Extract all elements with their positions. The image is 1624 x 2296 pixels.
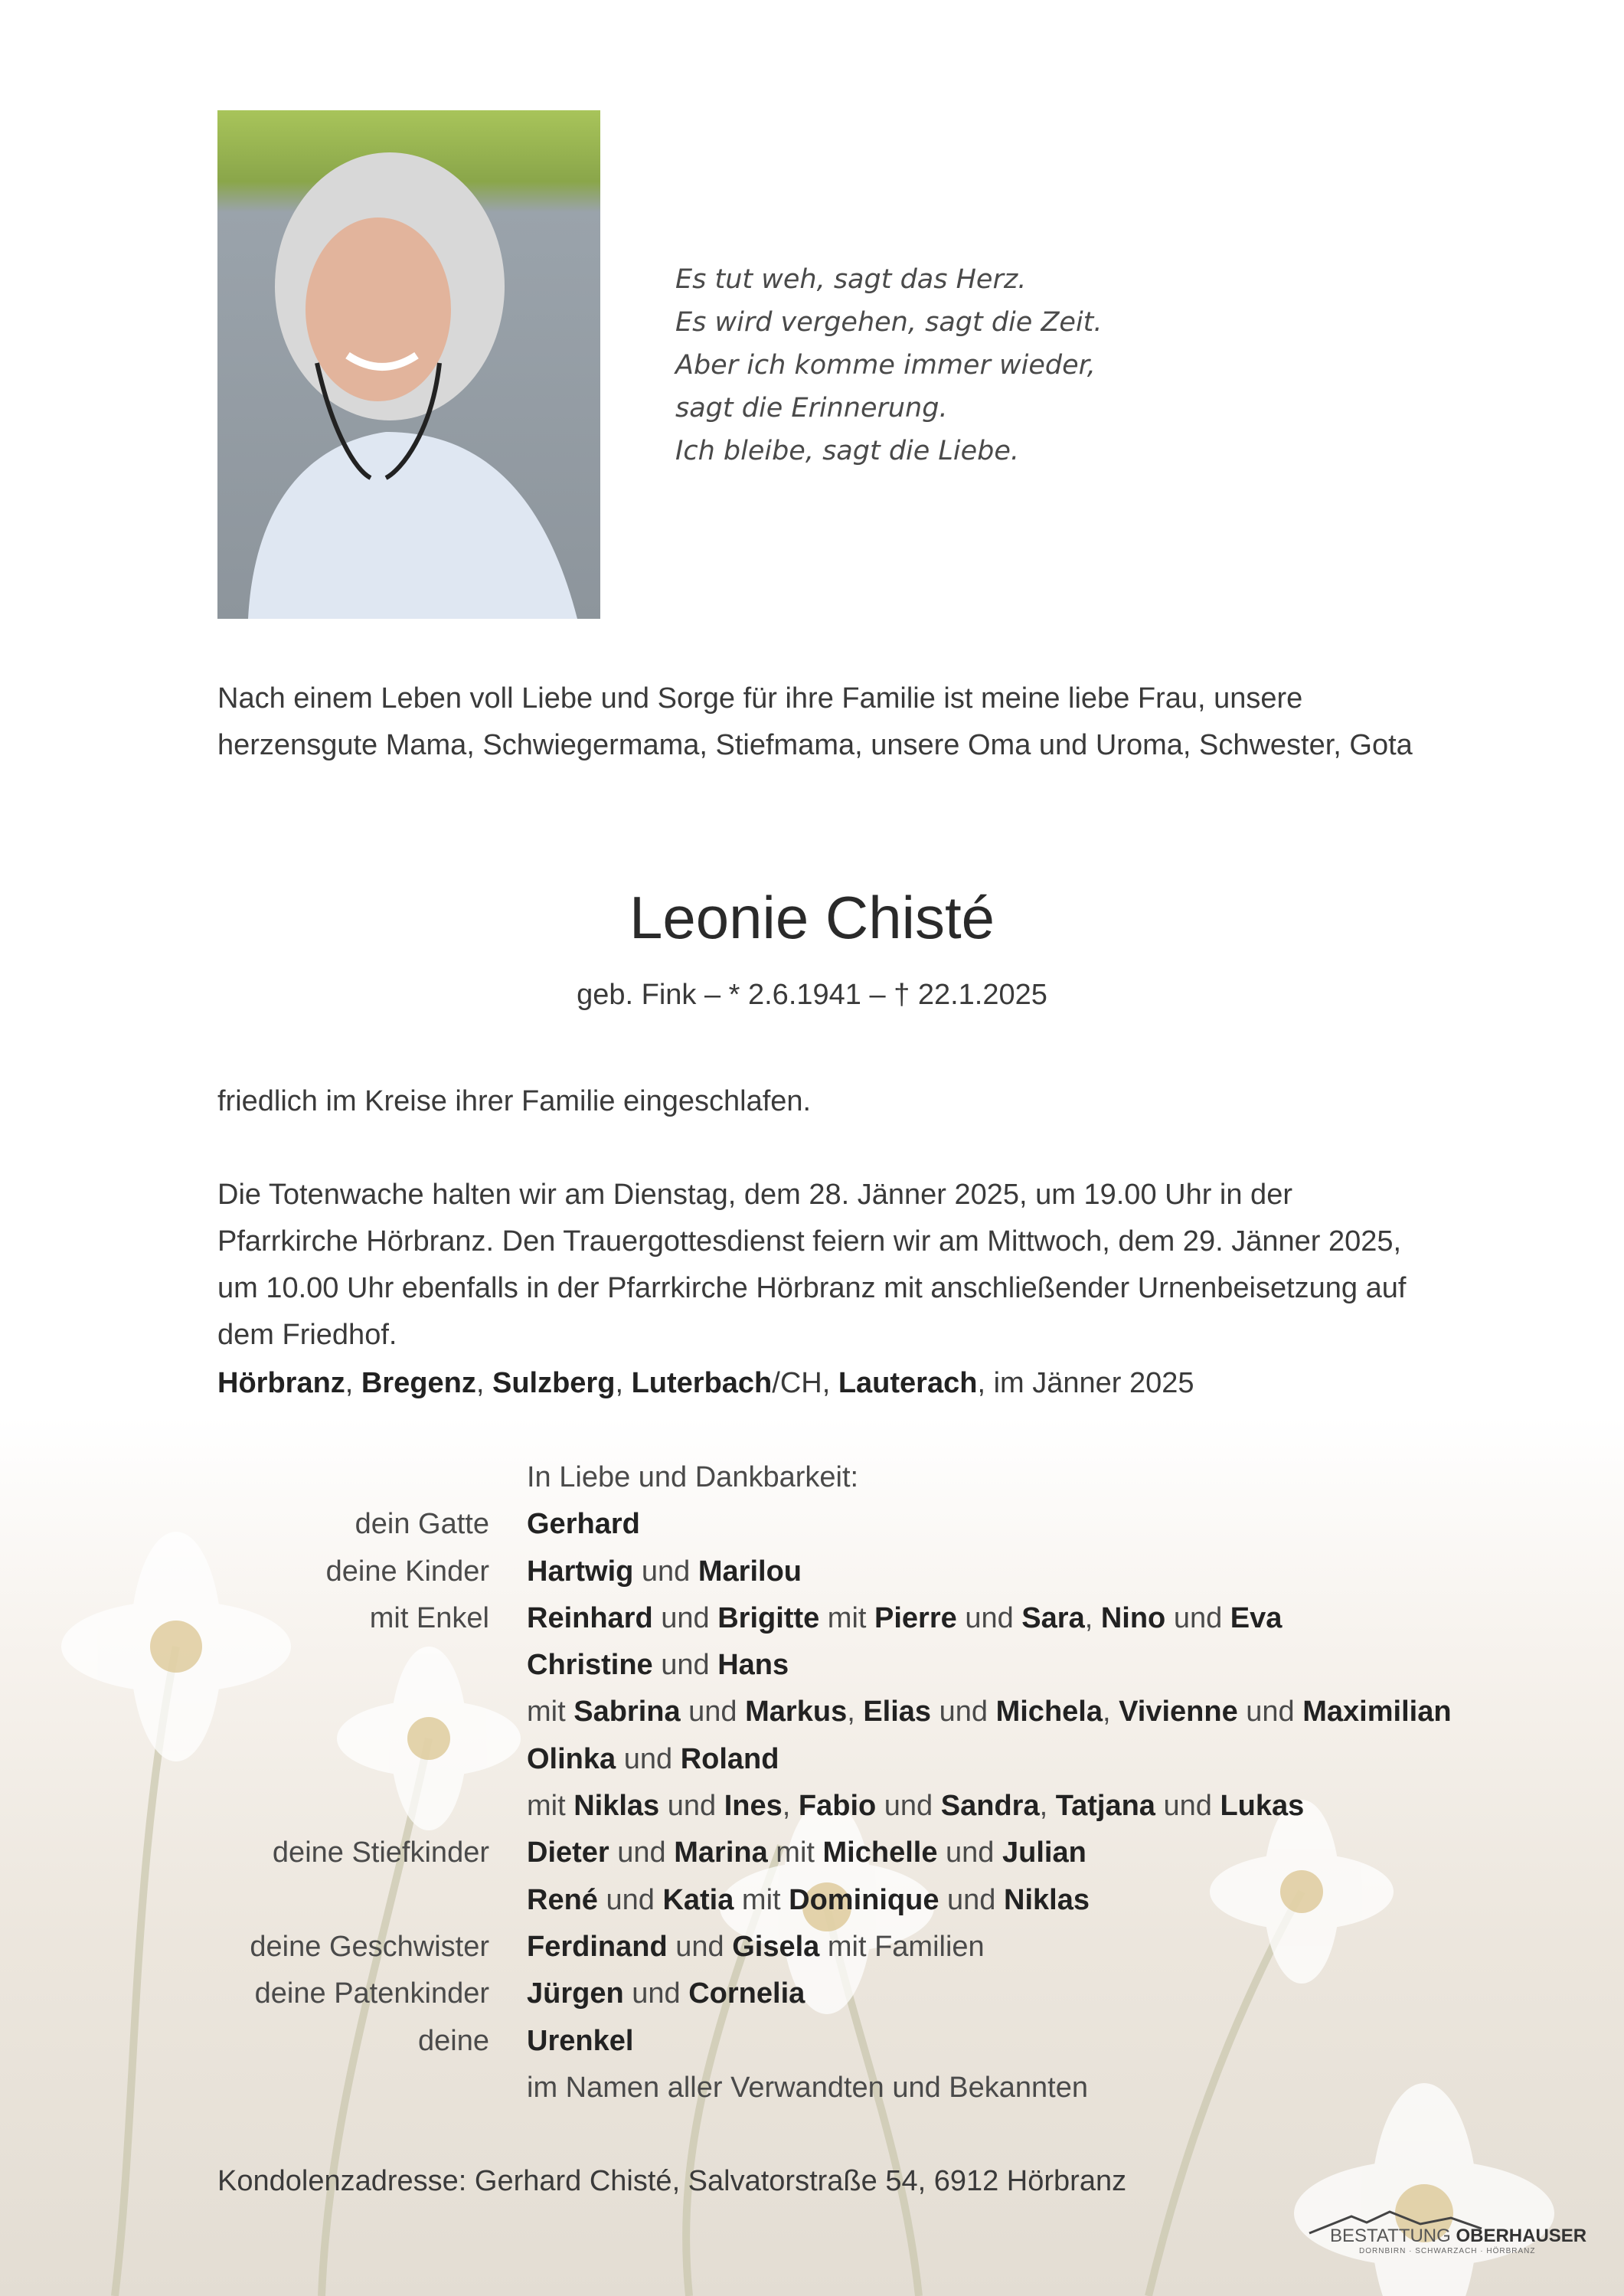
person-name: Dieter [527,1836,609,1869]
names [527,1783,1304,1830]
relation-label: mit Enkel [369,1601,489,1634]
list-item [0,2065,1624,2111]
joiner: und [1155,1790,1220,1823]
places-line [217,1360,1427,1407]
person-name: Michelle [822,1836,938,1869]
mourners-list [0,1454,1624,2111]
list-item [0,1877,1624,1924]
logo-subtitle: DORNBIRN · SCHWARZACH · HÖRBRANZ [1359,2247,1536,2255]
person-name: Michela [995,1696,1103,1729]
person-name: Niklas [573,1790,660,1823]
names [527,1549,802,1595]
list-item [0,1501,1624,1548]
list-item [0,1971,1624,2017]
names [527,1736,779,1783]
joiner: und [609,1836,675,1869]
person-name: Julian [1002,1836,1086,1869]
person-name: Ferdinand [527,1930,668,1963]
joiner: und [667,1930,733,1963]
person-name: Vivienne [1119,1696,1238,1729]
list-item [0,1595,1624,1642]
person-name: Roland [680,1742,779,1775]
logo-prefix: BESTATTUNG [1330,2226,1456,2246]
person-name: Cornelia [688,1977,805,2010]
names [527,1877,1090,1924]
person-name: Niklas [1004,1883,1090,1916]
person-name: Sara [1021,1601,1085,1634]
person-name: Katia [662,1883,734,1916]
person-name: Markus [745,1696,848,1729]
intro-text: Nach einem Leben voll Liebe und Sorge für ihre Familie ist meine liebe Frau, unsere herzensgute Mama, Schwiegermama, Stiefmama, unsere Oma und Uroma, Schwester, Gota [217,682,1413,761]
joiner: und [680,1696,746,1729]
relation-label: dein Gatte [355,1508,489,1541]
person-name: René [527,1883,598,1916]
person-name: Pierre [874,1601,957,1634]
place-name: Lauterach [838,1367,978,1399]
portrait-illustration [217,110,600,619]
person-name: Gisela [732,1930,820,1963]
names [527,1830,1086,1876]
person-name: Reinhard [527,1601,653,1634]
person-name: Hans [717,1649,789,1682]
poem [675,258,1211,473]
names [527,1501,640,1548]
person-name: Marina [674,1836,768,1869]
person-name: Ines [724,1790,783,1823]
names [527,2018,633,2065]
person-name: Marilou [698,1555,802,1588]
place-name: Sulzberg [492,1367,616,1399]
joiner: , [847,1696,864,1729]
poem-line: Ich bleibe, sagt die Liebe. [675,436,1020,466]
separator: , [475,1367,492,1399]
portrait-photo [217,110,600,619]
funeral-home-logo [1305,2206,1587,2259]
person-name: Maximilian [1302,1696,1452,1729]
relation-label: deine Kinder [325,1555,489,1588]
deceased-name: Leonie Chisté [629,884,995,951]
list-item [0,1689,1624,1735]
joiner: und [937,1836,1002,1869]
joiner: , [1102,1696,1119,1729]
service-details: Die Totenwache halten wir am Dienstag, dem 28. Jänner 2025, um 19.00 Uhr in der Pfarrkirche Hörbranz. Den Trauergottesdienst feiern wir am Mittwoch, dem 29. Jänner 2025, um 10.00 Uhr ebenfalls in der Pfarrkirche Hörbranz mit anschließender Urnenbeisetzung auf dem Friedhof. [217,1179,1407,1351]
joiner: und [956,1601,1022,1634]
list-item [0,1736,1624,1783]
joiner: mit Familien [819,1930,985,1963]
joiner: und [623,1977,689,2010]
poem-line: Aber ich komme immer wieder, [675,350,1096,381]
names [527,1924,985,1971]
joiner: und [876,1790,941,1823]
joiner: mit [734,1883,789,1916]
joiner: und [652,1649,718,1682]
logo-name: OBERHAUSER [1456,2226,1587,2246]
person-name: Sabrina [573,1696,681,1729]
person-name: Tatjana [1055,1790,1155,1823]
logo-text [1330,2226,1586,2247]
person-name: Lukas [1220,1790,1305,1823]
closing-line: im Namen aller Verwandten und Bekannten [527,2071,1089,2104]
place-name: Luterbach [631,1367,773,1399]
list-item [0,1924,1624,1971]
person-name: Urenkel [527,2024,634,2057]
date-suffix: , im Jänner 2025 [977,1367,1194,1399]
person-name: Brigitte [717,1601,820,1634]
names [527,1642,789,1689]
poem-line: Es wird vergehen, sagt die Zeit. [675,307,1103,338]
separator: , [615,1367,632,1399]
relation-label: deine [418,2024,489,2057]
person-name: Sandra [940,1790,1040,1823]
joiner: mit [767,1836,823,1869]
person-name: Elias [863,1696,932,1729]
separator: /CH, [772,1367,838,1399]
joiner: und [616,1742,681,1775]
place-name: Hörbranz [217,1367,345,1399]
names [527,1689,1452,1735]
relation-label: deine Patenkinder [254,1977,489,2010]
joiner: und [931,1696,996,1729]
place-name: Bregenz [361,1367,476,1399]
joiner: mit [819,1601,875,1634]
joiner: und [659,1790,724,1823]
joiner: und [1165,1601,1230,1634]
life-dates: geb. Fink – * 2.6.1941 – † 22.1.2025 [577,979,1047,1011]
list-item [0,1830,1624,1876]
condolence-address: Kondolenzadresse: Gerhard Chisté, Salvatorstraße 54, 6912 Hörbranz [217,2165,1127,2197]
person-name: Olinka [527,1742,616,1775]
joiner: und [939,1883,1005,1916]
list-item [0,1783,1624,1830]
list-item [0,1549,1624,1595]
joiner: , [1084,1601,1101,1634]
joiner: mit [527,1696,574,1729]
names [527,1971,805,2017]
passing-text: friedlich im Kreise ihrer Familie eingeschlafen. [217,1085,812,1117]
joiner: mit [527,1790,574,1823]
person-name: Eva [1230,1601,1283,1634]
joiner: und [1237,1696,1303,1729]
person-name: Hartwig [527,1555,634,1588]
joiner: , [782,1790,799,1823]
joiner: und [652,1601,718,1634]
joiner: , [1039,1790,1056,1823]
list-heading: In Liebe und Dankbarkeit: [527,1461,859,1493]
poem-line: sagt die Erinnerung. [675,393,948,424]
person-name: Dominique [789,1883,939,1916]
relation-label: deine Geschwister [250,1930,489,1963]
joiner: und [597,1883,663,1916]
list-item [0,2018,1624,2065]
person-name: Nino [1100,1601,1166,1634]
person-name: Jürgen [527,1977,624,2010]
list-item [0,1642,1624,1689]
relation-label: deine Stiefkinder [272,1836,489,1869]
person-name: Fabio [798,1790,877,1823]
names [527,1595,1282,1642]
joiner: und [633,1555,698,1588]
list-item [0,1454,1624,1501]
person-name: Christine [527,1649,653,1682]
person-name: Gerhard [527,1508,640,1541]
separator: , [345,1367,361,1399]
poem-line: Es tut weh, sagt das Herz. [675,264,1027,295]
